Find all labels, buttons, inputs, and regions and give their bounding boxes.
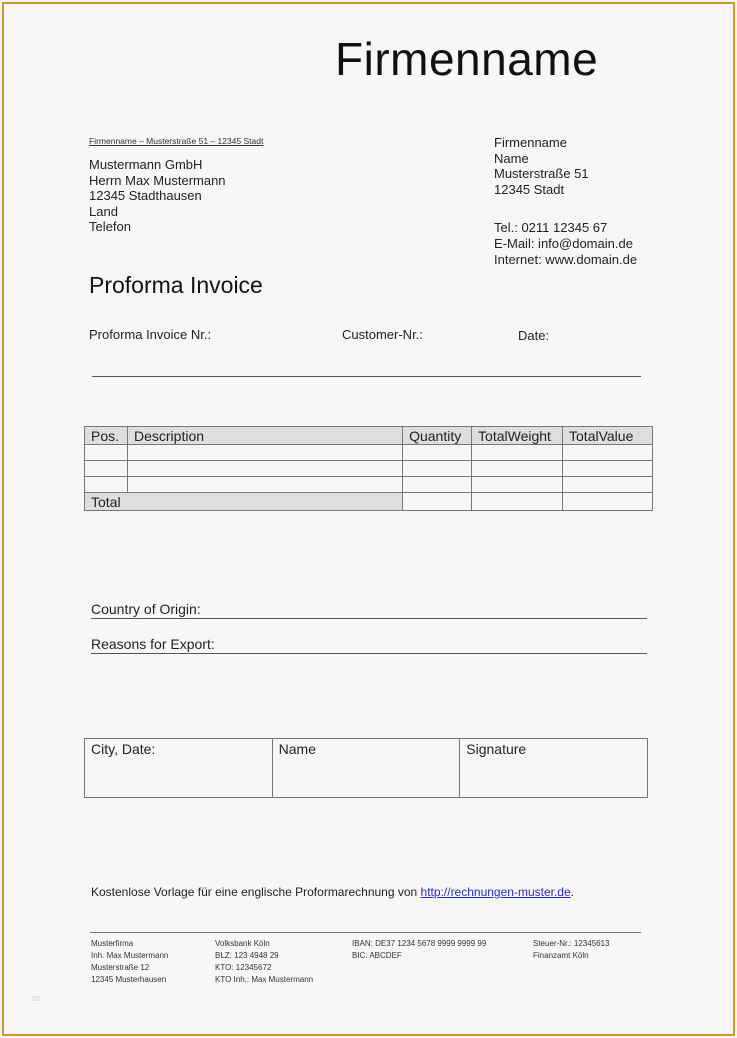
footer-line: Musterfirma [91, 939, 134, 948]
total-row [85, 493, 653, 511]
document-title: Proforma Invoice [89, 272, 263, 298]
page-number: 20 [32, 996, 40, 1003]
total-label: Total [85, 493, 403, 511]
table-cell[interactable] [403, 445, 472, 461]
recipient-line: Mustermann GmbH [89, 157, 203, 172]
footer-rule [90, 932, 641, 933]
footer-line: 12345 Musterhausen [91, 975, 167, 984]
sender-line: 12345 Stadt [494, 181, 565, 197]
note-suffix: . [570, 885, 574, 899]
table-row [85, 445, 653, 461]
sender-address [494, 135, 637, 267]
col-header-total-value: TotalValue [563, 427, 653, 445]
footer-line: KTO: 12345672 [215, 963, 272, 972]
customer-nr-label: Customer-Nr.: [342, 327, 423, 342]
table-cell[interactable] [403, 461, 472, 477]
sender-email: E-Mail: info@domain.de [494, 235, 633, 251]
invoice-nr-label: Proforma Invoice Nr.: [89, 327, 212, 342]
footer-line: Musterstraße 12 [91, 963, 150, 972]
signature-label: Signature [466, 741, 527, 757]
footer-line: Finanzamt Köln [533, 951, 589, 960]
footer-company [91, 938, 168, 986]
sender-phone: Tel.: 0211 12345 67 [494, 220, 608, 236]
footer-line: Steuer-Nr.: 12345613 [533, 939, 610, 948]
table-cell[interactable] [127, 445, 402, 461]
sender-return-line: Firmenname – Musterstraße 51 – 12345 Stadt [89, 136, 264, 146]
total-quantity-cell[interactable] [403, 493, 472, 511]
table-cell[interactable] [472, 445, 563, 461]
table-cell[interactable] [472, 477, 563, 493]
footer-line: BIC: ABCDEF [352, 951, 402, 960]
table-cell[interactable] [85, 477, 128, 493]
template-note [91, 885, 574, 899]
table-row [85, 477, 653, 493]
header-rule [92, 376, 641, 377]
country-of-origin-label: Country of Origin: [91, 601, 201, 617]
col-header-description: Description [127, 427, 402, 445]
recipient-address [89, 157, 226, 235]
footer-line: BLZ: 123 4948 29 [215, 951, 279, 960]
items-table [84, 426, 653, 511]
recipient-line: Telefon [89, 219, 131, 235]
footer-tax [533, 938, 610, 962]
table-cell[interactable] [127, 477, 402, 493]
template-link[interactable]: http://rechnungen-muster.de [420, 885, 571, 899]
reasons-for-export-label: Reasons for Export: [91, 636, 215, 652]
footer-bank [215, 938, 313, 986]
signature-table [84, 738, 648, 798]
total-weight-cell[interactable] [472, 493, 563, 511]
city-date-cell[interactable] [85, 739, 273, 798]
note-text: Kostenlose Vorlage für eine englische Proformarechnung von [91, 885, 421, 899]
recipient-line: Land [89, 203, 118, 219]
table-cell[interactable] [127, 461, 402, 477]
recipient-line: Herrn Max Mustermann [89, 172, 226, 188]
total-value-cell[interactable] [563, 493, 653, 511]
table-cell[interactable] [563, 461, 653, 477]
country-of-origin-line[interactable] [91, 618, 647, 619]
city-date-label: City, Date: [91, 741, 156, 757]
signature-cell[interactable] [460, 739, 648, 798]
table-cell[interactable] [85, 445, 128, 461]
table-cell[interactable] [85, 461, 128, 477]
footer-line: Volksbank Köln [215, 939, 270, 948]
recipient-line: 12345 Stadthausen [89, 188, 202, 204]
col-header-quantity: Quantity [403, 427, 472, 445]
reasons-for-export-line[interactable] [91, 653, 647, 654]
table-cell[interactable] [403, 477, 472, 493]
table-row [85, 461, 653, 477]
name-label: Name [278, 741, 316, 757]
col-header-total-weight: TotalWeight [472, 427, 563, 445]
name-cell[interactable] [272, 739, 460, 798]
table-cell[interactable] [563, 477, 653, 493]
footer-iban [352, 938, 486, 962]
sender-line: Firmenname [494, 135, 567, 150]
footer-line: Inh. Max Mustermann [91, 951, 169, 960]
footer-line: IBAN: DE37 1234 5678 9999 9999 99 [352, 939, 487, 948]
sender-website: Internet: www.domain.de [494, 251, 638, 267]
sender-line: Musterstraße 51 [494, 166, 589, 182]
items-header-row [85, 427, 653, 445]
sender-line: Name [494, 150, 529, 166]
date-label: Date: [518, 328, 550, 343]
footer-line: KTO Inh.: Max Mustermann [215, 975, 314, 984]
company-title: Firmenname [335, 33, 599, 85]
col-header-pos: Pos. [85, 427, 128, 445]
table-cell[interactable] [472, 461, 563, 477]
table-cell[interactable] [563, 445, 653, 461]
